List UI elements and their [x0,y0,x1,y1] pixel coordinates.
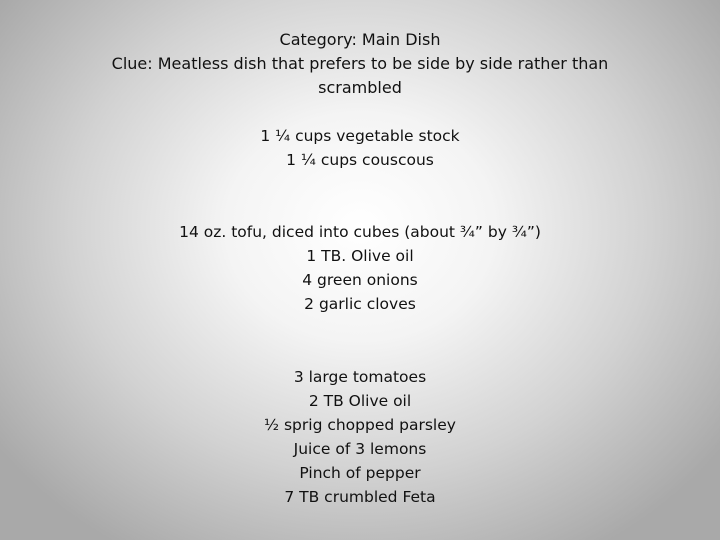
category-title: Category: Main Dish [279,30,441,49]
ingredient-line: 4 green onions [302,271,418,289]
slide-header [0,28,720,100]
ingredient-line: ½ sprig chopped parsley [264,416,456,434]
ingredient-line: 1 TB. Olive oil [306,247,414,265]
ingredient-line: 14 oz. tofu, diced into cubes (about ¾” by ¾”) [179,223,541,241]
ingredient-line: 1 ¼ cups vegetable stock [260,127,460,145]
clue-text: Clue: Meatless dish that prefers to be side by side rather than scrambled [111,54,609,97]
ingredient-line: 7 TB crumbled Feta [284,488,436,506]
ingredient-line: 3 large tomatoes [293,368,427,386]
ingredient-group-2 [0,220,720,316]
ingredient-line: Pinch of pepper [299,464,421,482]
ingredient-group-3 [0,365,720,509]
ingredient-line: 1 ¼ cups couscous [286,151,434,169]
ingredient-group-1 [0,124,720,172]
ingredient-line: Juice of 3 lemons [293,440,427,458]
ingredient-line: 2 TB Olive oil [308,392,412,410]
ingredient-line: 2 garlic cloves [304,295,416,313]
